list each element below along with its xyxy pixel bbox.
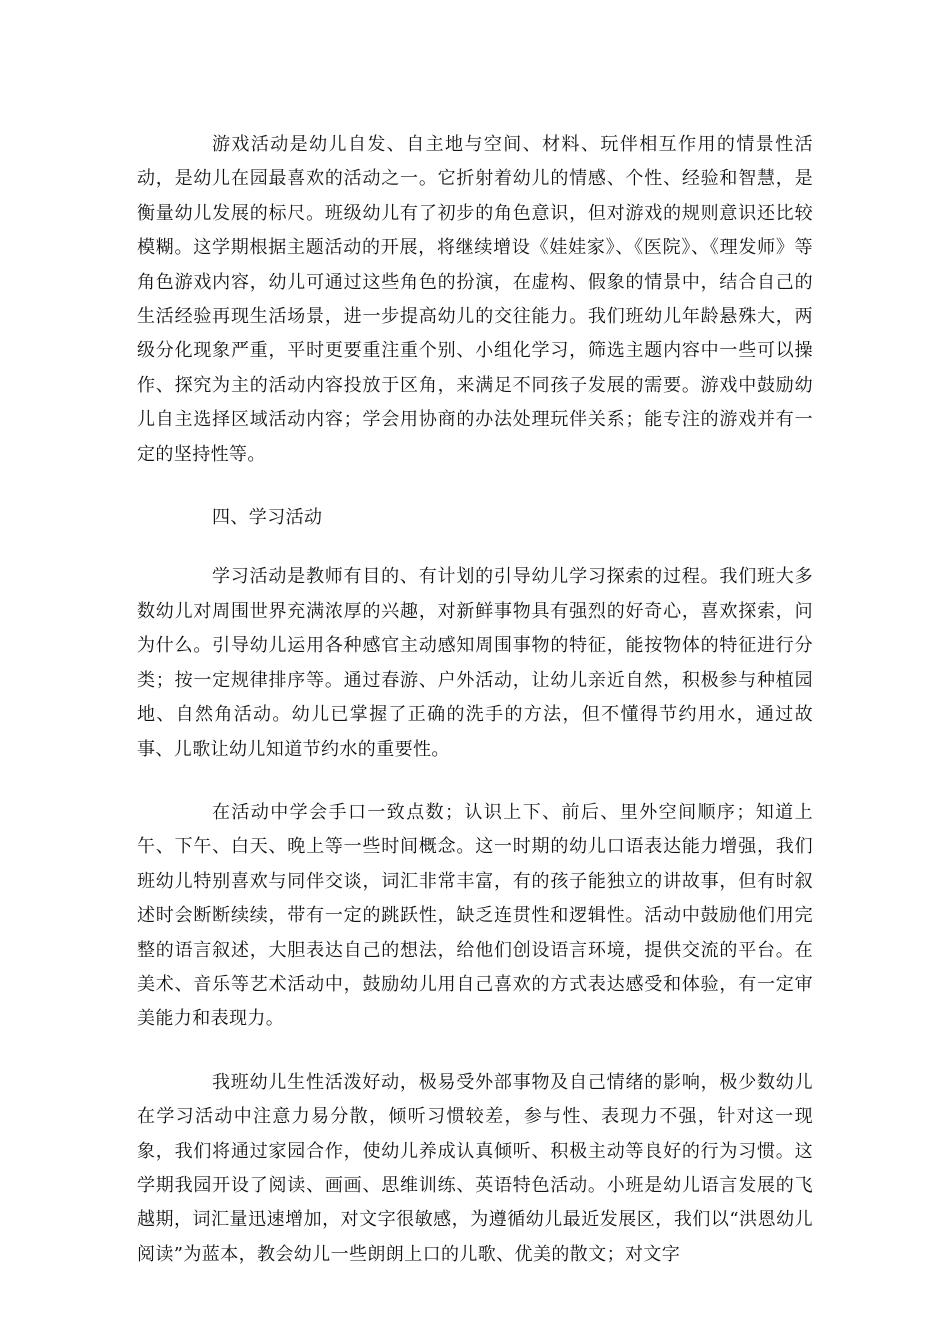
section-heading-learning-activities: 四、学习活动 <box>212 507 323 529</box>
paragraph-play-activities: 游戏活动是幼儿自发、自主地与空间、材料、玩伴相互作用的情景性活动，是幼儿在园最喜欢的活动之一。它折射着幼儿的情感、个性、经验和智慧，是衡量幼儿发展的标尺。班级幼儿有了初步的角色意识，但对游戏的规则意识还比较模糊。这学期根据主题活动的开展，将继续增设《娃娃家》、《医院》、《理发师》等角色游戏内容，幼儿可通过这些角色的扮演，在虚构、假象的情景中，结合自己的生活经验再现生活场景，进一步提高幼儿的交往能力。我们班幼儿年龄悬殊大，两级分化现象严重，平时更要重注重个别、小组化学习，筛选主题内容中一些可以操作、探究为主的活动内容投放于区角，来满足不同孩子发展的需要。游戏中鼓励幼儿自主选择区域活动内容；学会用协商的办法处理玩伴关系；能专注的游戏并有一定的坚持性等。 <box>137 134 813 465</box>
paragraph-learning-activities: 学习活动是教师有目的、有计划的引导幼儿学习探索的过程。我们班大多数幼儿对周围世界充满浓厚的兴趣，对新鲜事物具有强烈的好奇心，喜欢探索，问为什么。引导幼儿运用各种感官主动感知周围事物的特征，能按物体的特征进行分类；按一定规律排序等。通过春游、户外活动，让幼儿亲近自然，积极参与种植园地、自然角活动。幼儿已掌握了正确的洗手的方法，但不懂得节约用水，通过故事、儿歌让幼儿知道节约水的重要性。 <box>137 566 813 760</box>
paragraph-counting-and-language: 在活动中学会手口一致点数；认识上下、前后、里外空间顺序；知道上午、下午、白天、晚上等一些时间概念。这一时期的幼儿口语表达能力增强，我们班幼儿特别喜欢与同伴交谈，词汇非常丰富，有的孩子能独立的讲故事，但有时叙述时会断断续续，带有一定的跳跃性，缺乏连贯性和逻辑性。活动中鼓励他们用完整的语言叙述，大胆表达自己的想法，给他们创设语言环境，提供交流的平台。在美术、音乐等艺术活动中，鼓励幼儿用自己喜欢的方式表达感受和体验，有一定审美能力和表现力。 <box>137 801 813 1030</box>
paragraph-class-habits: 我班幼儿生性活泼好动，极易受外部事物及自己情绪的影响，极少数幼儿在学习活动中注意力易分散，倾听习惯较差，参与性、表现力不强，针对这一现象，我们将通过家园合作，使幼儿养成认真倾听、积极主动等良好的行为习惯。这学期我园开设了阅读、画画、思维训练、英语特色活动。小班是幼儿语言发展的飞越期，词汇量迅速增加，对文字很敏感，为遵循幼儿最近发展区，我们以“洪恩幼儿阅读”为蓝本，教会幼儿一些朗朗上口的儿歌、优美的散文；对文字 <box>137 1071 813 1265</box>
document-body <box>137 128 813 1301</box>
